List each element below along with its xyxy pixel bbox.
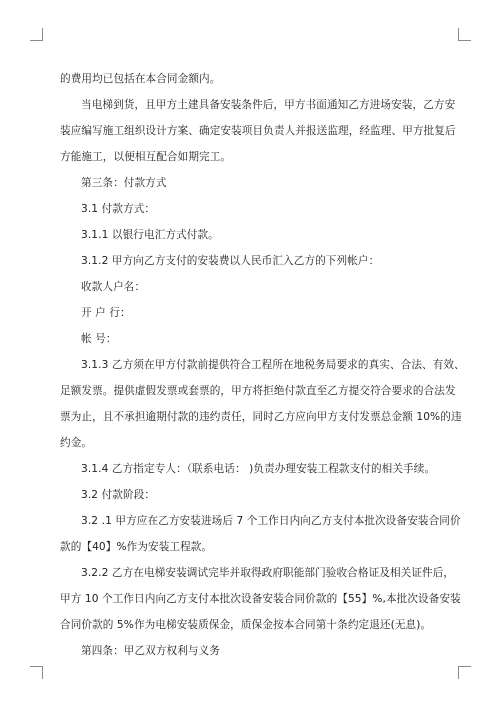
clause-heading: 3.2 付款阶段： — [81, 489, 156, 501]
paragraph-line: 约金。 — [60, 437, 93, 449]
account-number-label: 帐 号： — [81, 333, 117, 345]
paragraph-line: 3.2 .1 甲方应在乙方安装进场后 7 个工作日内向乙方支付本批次设备安装合同价 — [81, 515, 461, 527]
paragraph-line: 的费用均已包括在本合同金额内。 — [60, 73, 221, 85]
section-heading: 第三条：付款方式 — [81, 177, 167, 189]
paragraph-line: 足额发票。提供虚假发票或套票的，甲方将拒绝付款直至乙方提交符合要求的合法发 — [60, 385, 456, 397]
bank-label: 开 户 行： — [81, 307, 131, 319]
document-body — [60, 66, 465, 664]
paragraph-line: 3.2.2 乙方在电梯安装调试完毕并取得政府职能部门验收合格证及相关证件后， — [81, 567, 455, 579]
corner-mark-bottom-right — [458, 666, 471, 679]
paragraph-line: 3.1.2 甲方向乙方支付的安装费以人民币汇入乙方的下列帐户： — [81, 255, 380, 267]
corner-mark-bottom-left — [30, 666, 43, 679]
paragraph-line: 方能施工，以便相互配合如期完工。 — [60, 151, 232, 163]
corner-mark-top-left — [30, 28, 43, 41]
paragraph-line: 当电梯到货，且甲方土建具备安装条件后，甲方书面通知乙方进场安装，乙方安 — [81, 99, 456, 111]
paragraph-line: 3.1.4 乙方指定专人：（联系电话： )负责办理安装工程款支付的相关手续。 — [81, 463, 436, 475]
clause-heading: 3.1 付款方式： — [81, 203, 156, 215]
paragraph-line: 3.1.3 乙方须在甲方付款前提供符合工程所在地税务局要求的真实、合法、有效、 — [81, 359, 465, 371]
paragraph-line: 合同价款的 5%作为电梯安装质保金，质保金按本合同第十条约定退还(无息)。 — [60, 619, 432, 631]
paragraph-line: 装应编写施工组织设计方案、确定安装项目负责人并报送监理，经监理、甲方批复后 — [60, 125, 456, 137]
paragraph-line: 票为止，且不承担逾期付款的违约责任，同时乙方应向甲方支付发票总金额 10%的违 — [60, 411, 462, 423]
paragraph-line: 3.1.1 以银行电汇方式付款。 — [81, 229, 219, 241]
corner-mark-top-right — [458, 28, 471, 41]
paragraph-line: 甲方 10 个工作日内向乙方支付本批次设备安装合同价款的【55】%,本批次设备安装 — [60, 593, 461, 605]
paragraph-line: 款的【40】%作为安装工程款。 — [60, 541, 213, 553]
section-heading: 第四条：甲乙双方权利与义务 — [81, 645, 221, 657]
account-name-label: 收款人户名： — [81, 281, 146, 293]
